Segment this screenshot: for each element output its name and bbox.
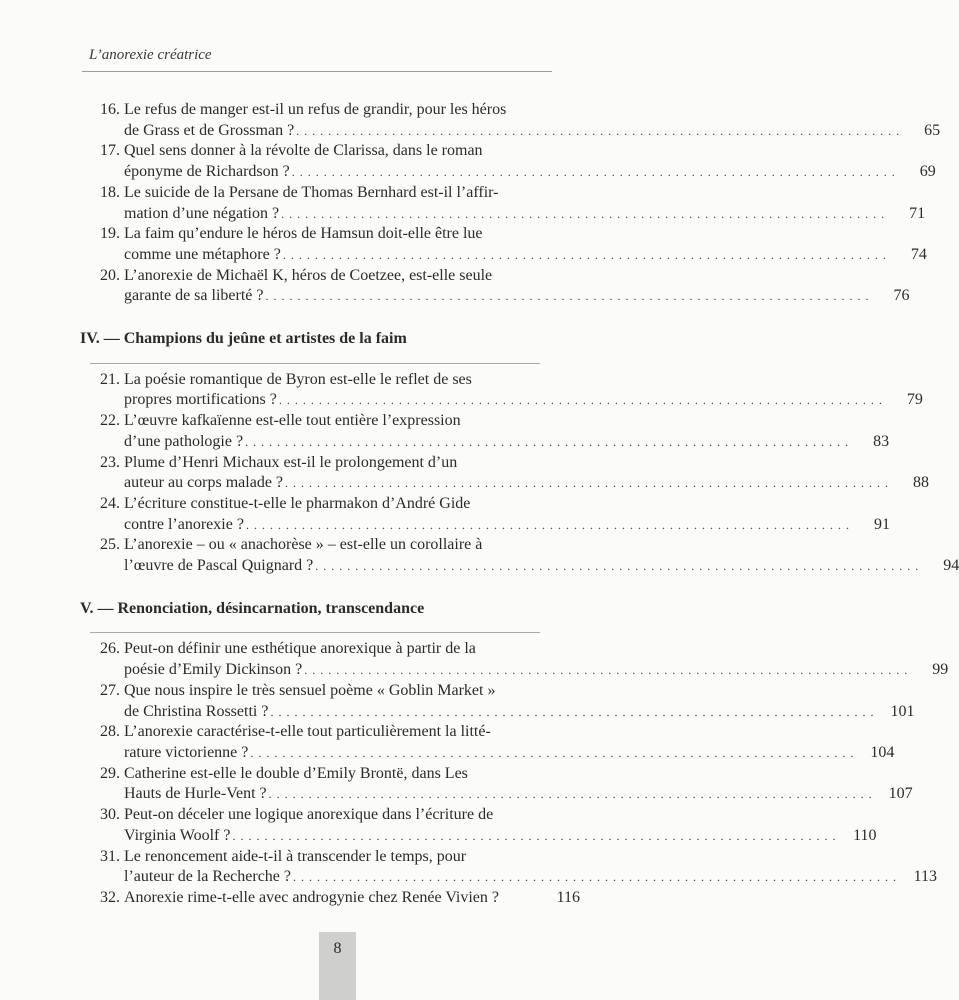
toc-entry — [80, 722, 895, 763]
entry-page: 79 — [906, 391, 923, 409]
entry-page: 116 — [556, 888, 580, 906]
entry-page: 65 — [924, 121, 941, 139]
dot-leader — [283, 245, 887, 266]
entry-text: Que nous inspire le très sensuel poème « Goblin Market » — [124, 681, 496, 699]
toc-group-iv — [80, 370, 959, 577]
entry-text: propres mortifications ? — [124, 391, 277, 409]
entry-number: 27. — [100, 681, 120, 699]
entry-page: 91 — [873, 515, 890, 533]
entry-page: 69 — [919, 163, 936, 181]
entry-number: 28. — [100, 723, 120, 741]
entry-text: L’anorexie caractérise-t-elle tout particulièrement la litté- — [124, 723, 491, 741]
toc-entry — [80, 453, 930, 494]
entry-text: rature victorienne ? — [124, 743, 249, 761]
entry-page: 110 — [853, 826, 877, 844]
entry-number: 22. — [100, 412, 120, 430]
toc-entry — [80, 847, 938, 888]
toc-entry — [80, 681, 915, 722]
dot-leader — [265, 286, 869, 307]
entry-number: 26. — [100, 640, 120, 658]
section-title: IV. — Champions du jeûne et artistes de la faim — [80, 330, 407, 348]
toc-entry — [80, 639, 949, 680]
entry-text: Virginia Woolf ? — [124, 826, 231, 844]
page-number: 8 — [319, 932, 356, 1000]
entry-text: éponyme de Richardson ? — [124, 163, 290, 181]
entry-page: 104 — [870, 743, 895, 761]
entry-number: 24. — [100, 494, 120, 512]
running-head: L’anorexie créatrice — [89, 47, 212, 63]
entry-page: 71 — [909, 204, 926, 222]
entry-text: L’anorexie – ou « anachorèse » – est-elle un corollaire à — [124, 536, 483, 554]
toc-group-iii — [80, 100, 941, 307]
entry-text: Plume d’Henri Michaux est-il le prolongement d’un — [124, 453, 458, 471]
entry-number: 21. — [100, 370, 120, 388]
toc-entry — [80, 370, 923, 411]
section-title: V. — Renonciation, désincarnation, transcendance — [80, 599, 425, 617]
dot-leader — [281, 204, 885, 225]
entry-text: Quel sens donner à la révolte de Clarissa, dans le roman — [124, 142, 483, 160]
dot-leader — [246, 515, 850, 536]
section-rule — [90, 632, 540, 633]
dot-leader — [232, 826, 836, 847]
entry-number: 31. — [100, 847, 120, 865]
table-of-contents — [80, 100, 959, 909]
entry-page: 113 — [913, 868, 938, 886]
entry-text: La poésie romantique de Byron est-elle le reflet de ses — [124, 370, 472, 388]
entry-text: Le refus de manger est-il un refus de grandir, pour les héros — [124, 101, 507, 118]
entry-number: 19. — [100, 225, 120, 243]
entry-text: mation d’une négation ? — [124, 204, 280, 222]
dot-leader — [293, 867, 897, 888]
entry-text: L’écriture constitue-t-elle le pharmakon d’André Gide — [124, 494, 471, 512]
dot-leader — [296, 121, 900, 142]
entry-number: 25. — [100, 536, 120, 554]
entry-page: 76 — [893, 287, 910, 305]
entry-number: 20. — [100, 266, 120, 284]
entry-text: L’anorexie de Michaël K, héros de Coetzee, est-elle seule — [124, 266, 493, 284]
dot-leader — [279, 390, 883, 411]
dot-leader — [245, 432, 849, 453]
entry-page: 88 — [913, 474, 930, 492]
toc-entry — [80, 141, 936, 182]
section-heading-v — [80, 599, 580, 620]
entry-number: 23. — [100, 453, 120, 471]
entry-text: l’œuvre de Pascal Quignard ? — [124, 557, 314, 575]
entry-text: de Grass et de Grossman ? — [124, 121, 295, 139]
entry-text: auteur au corps malade ? — [124, 474, 284, 492]
entry-text: Peut-on déceler une logique anorexique dans l’écriture de — [124, 806, 494, 824]
entry-number: 18. — [100, 183, 120, 201]
toc-entry — [80, 764, 913, 805]
entry-page: 107 — [888, 785, 913, 803]
entry-page: 83 — [873, 432, 890, 450]
toc-group-v — [80, 639, 949, 908]
entry-text: comme une métaphore ? — [124, 245, 281, 263]
entry-text: La faim qu’endure le héros de Hamsun doit-elle être lue — [124, 225, 483, 243]
toc-entry — [80, 100, 941, 141]
entry-text: Le suicide de la Persane de Thomas Bernhard est-il l’affir- — [124, 183, 499, 201]
entry-page: 74 — [910, 245, 927, 263]
entry-text: l’auteur de la Recherche ? — [124, 868, 292, 886]
toc-entry — [80, 266, 910, 307]
dot-leader — [304, 660, 908, 681]
entry-text: d’une pathologie ? — [124, 432, 244, 450]
entry-text: garante de sa liberté ? — [124, 287, 264, 305]
entry-page: 94 — [943, 557, 959, 575]
dot-leader — [270, 702, 874, 723]
entry-text: Catherine est-elle le double d’Emily Brontë, dans Les — [124, 764, 468, 782]
entry-number: 32. — [100, 888, 120, 906]
entry-number: 30. — [100, 806, 120, 824]
toc-entry — [80, 494, 890, 535]
entry-page: 101 — [890, 702, 915, 720]
dot-leader — [250, 743, 854, 764]
entry-text: contre l’anorexie ? — [124, 515, 244, 533]
dot-leader — [315, 556, 919, 577]
entry-number: 29. — [100, 764, 120, 782]
section-heading-iv — [80, 329, 580, 350]
entry-text: Peut-on définir une esthétique anorexique à partir de la — [124, 640, 476, 658]
entry-text: Le renoncement aide-t-il à transcender le temps, pour — [124, 847, 467, 865]
toc-entry — [80, 411, 890, 452]
header-rule — [82, 71, 552, 72]
toc-entry — [80, 888, 580, 909]
entry-number: 16. — [100, 101, 120, 118]
entry-text: poésie d’Emily Dickinson ? — [124, 661, 303, 679]
toc-entry — [80, 183, 926, 224]
toc-entry — [80, 535, 959, 576]
toc-entry — [80, 224, 927, 265]
entry-text: Hauts de Hurle-Vent ? — [124, 785, 267, 803]
entry-text: Anorexie rime-t-elle avec androgynie chez Renée Vivien ? — [124, 888, 500, 906]
dot-leader — [285, 473, 889, 494]
toc-entry — [80, 805, 877, 846]
entry-text: L’œuvre kafkaïenne est-elle tout entière l’expression — [124, 412, 461, 430]
dot-leader — [269, 784, 873, 805]
dot-leader — [292, 162, 896, 183]
entry-number: 17. — [100, 142, 120, 160]
entry-text: de Christina Rossetti ? — [124, 702, 269, 720]
section-rule — [90, 363, 540, 364]
entry-page: 99 — [932, 661, 949, 679]
